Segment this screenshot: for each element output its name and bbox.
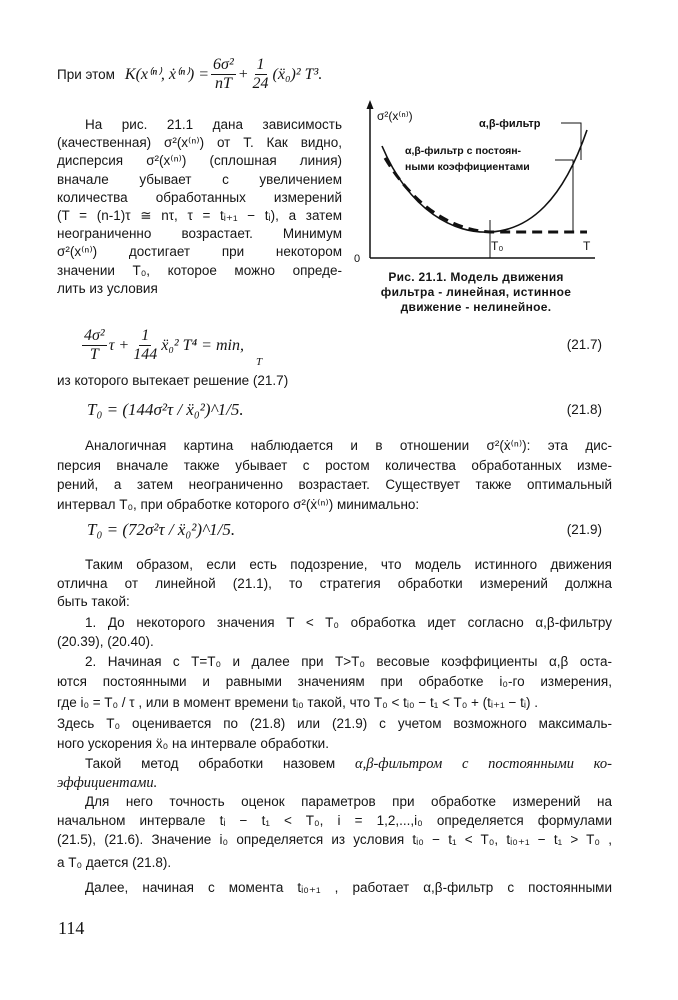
equation-number-21-9: (21.9) (566, 522, 602, 537)
legend-const-label-2: ными коэффициентами (405, 161, 530, 173)
p2-line-4: интервал T₀, при обработке которого σ²(ẋ⁽ⁿ⁾) минимально: (57, 496, 420, 512)
paragraph-3 (57, 556, 612, 612)
eq217-frac1-den: T (89, 345, 99, 363)
paragraph-6 (57, 880, 612, 896)
figure-t-label: T (583, 239, 591, 253)
left-line-9: значении T₀, которое можно опреде- (57, 262, 342, 278)
left-line-1: На рис. 21.1 дана зависимость (85, 117, 342, 132)
header-formula-frac2 (251, 56, 271, 93)
equation-21-7 (80, 322, 244, 368)
figure-y-label: σ²(x⁽ⁿ⁾) (377, 109, 413, 123)
paragraph-2 (57, 436, 612, 514)
left-line-3: дисперсия σ²(x⁽ⁿ⁾) (сплошная линия) (57, 153, 342, 169)
eq217-frac2 (131, 327, 159, 364)
equation-number-21-7: (21.7) (566, 337, 602, 352)
figure-21-1 (355, 100, 600, 268)
header-formula (57, 54, 322, 94)
equation-21-8: T₀ = (144σ²τ / ẍ₀²)^1/5. (87, 400, 244, 419)
eq217-tail: ẍ₀² T⁴ = min, (161, 336, 244, 354)
paragraph-5 (57, 792, 612, 872)
eq217-frac2-den: 144 (133, 345, 158, 363)
figure-t0-label: T₀ (491, 239, 504, 253)
p5-line-3: (21.5), (21.6). Значение i₀ определяется из условия tᵢ₀ − t₁ < T₀, tᵢ₀₊₁ − t₁ > T₀ , (57, 832, 612, 847)
p3-line-3: быть такой: (57, 594, 130, 609)
equation-21-9: T₀ = (72σ²τ / ẍ₀²)^1/5. (87, 520, 236, 539)
item2-line-2: ются постоянными и равными значениям при обработке i₀-го измерения, (57, 673, 612, 689)
item2-line-4: Здесь T₀ оценивается по (21.8) или (21.9) с учетом возможного максималь- (57, 716, 612, 731)
header-frac2-num: 1 (256, 55, 265, 73)
paragraph-4 (57, 754, 612, 793)
left-line-8: σ²(x⁽ⁿ⁾) достигает при некотором (57, 244, 342, 260)
p5-line-2: начальном интервале tᵢ − t₁ < T₀, i = 1,2,...,i₀ определяется формулами (57, 813, 612, 828)
item1-line-2: (20.39), (20.40). (57, 633, 154, 649)
legend-const-label-1: α,β-фильтр с постоян- (405, 145, 522, 157)
item2-line-5: ного ускорения ẍ₀ на интервале обработки. (57, 735, 329, 751)
p5-line-4: а T₀ дается (21.8). (57, 855, 172, 870)
left-line-7: неограниченно возрастает. Минимум (57, 226, 342, 242)
eq217-frac1 (82, 327, 107, 364)
left-line-6: (T = (n-1)τ ≅ nτ, τ = tᵢ₊₁ − tᵢ), а затем (57, 208, 342, 224)
header-frac1-den: nT (214, 74, 232, 92)
header-formula-frac1 (211, 56, 236, 93)
text-after-21-7: из которого вытекает решение (21.7) (57, 373, 289, 388)
equation-number-21-8: (21.8) (566, 402, 602, 417)
list-item-2 (57, 652, 612, 753)
page-number: 114 (58, 918, 85, 938)
eq217-frac2-num: 1 (141, 326, 150, 344)
p5-line-1: Для него точность оценок параметров при обработке измерений на (85, 794, 612, 809)
eq217-frac1-num: 4σ² (84, 326, 105, 344)
eq217-mid: τ + (108, 336, 130, 354)
p4-italic-term-2: эффициентами. (57, 775, 158, 791)
item2-line-3: где i₀ = T₀ / τ , или в момент времени tᵢ₀ такой, что T₀ < tᵢ₀ − t₁ < T₀ + (tᵢ₊₁ − tᵢ) . (57, 695, 538, 710)
p3-line-2: отлична от линейной (21.1), то стратегия обработки измерений должна (57, 575, 612, 591)
header-formula-lhs: K(x⁽ⁿ⁾, ẋ⁽ⁿ⁾) = (124, 65, 210, 83)
header-formula-prefix: При этом (57, 66, 115, 82)
item2-line-1: 2. Начиная с T=T₀ и далее при T>T₀ весовые коэффициенты α,β оста- (85, 654, 612, 669)
figure-y-arrow (367, 100, 374, 109)
left-line-5: количества обработанных измерений (57, 189, 342, 205)
header-formula-tail: (ẍ₀)² T³. (272, 65, 323, 83)
p4-line-1 (57, 754, 612, 774)
figure-caption-line-3: движение - нелинейное. (400, 300, 552, 314)
p2-line-3: рений, а затем неограниченно возрастает. Существует также оптимальный (57, 477, 612, 492)
figure-caption-line-1: Рис. 21.1. Модель движения (388, 270, 564, 284)
p6-line-1: Далее, начиная с момента tᵢ₀₊₁ , работает α,β-фильтр с постоянными (85, 880, 612, 895)
figure-caption (356, 270, 596, 315)
p3-line-1: Таким образом, если есть подозрение, что модель истинного движения (85, 557, 612, 572)
figure-origin-label: 0 (354, 253, 361, 265)
header-formula-plus: + (237, 65, 249, 83)
header-frac2-den: 24 (252, 74, 269, 92)
list-item-1 (57, 614, 612, 651)
figure-caption-line-2: фильтра - линейная, истинное (380, 285, 572, 299)
left-line-4: вначале убывает с увеличением (57, 171, 342, 187)
legend-alpha-beta-label: α,β-фильтр (479, 118, 541, 130)
left-paragraph (57, 116, 342, 298)
left-line-2: (качественная) σ²(x⁽ⁿ⁾) от Т. Как видно, (57, 135, 342, 151)
p4-italic-term-1: α,β-фильтром с постоянными ко- (355, 756, 612, 772)
left-line-10: лить из условия (57, 280, 158, 296)
p4-prefix: Такой метод обработки назовем (85, 756, 336, 771)
header-frac1-num: 6σ² (213, 55, 234, 73)
p2-line-2: персия вначале также убывает с ростом количества обработанных изме- (57, 457, 612, 473)
eq217-min-subscript: T (256, 356, 263, 368)
p2-line-1: Аналогичная картина наблюдается и в отношении σ²(ẋ⁽ⁿ⁾): эта дис- (85, 438, 612, 453)
item1-line-1: 1. До некоторого значения T < T₀ обработка идет согласно α,β-фильтру (85, 615, 612, 630)
